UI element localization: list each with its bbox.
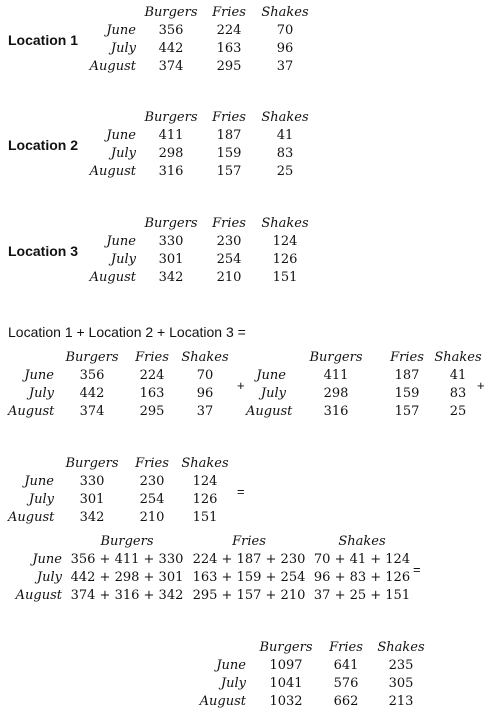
header-fries: Fries — [212, 216, 246, 231]
row-august: August — [246, 404, 293, 419]
cell: 187 — [394, 368, 420, 383]
cell: 442 + 298 + 301 — [70, 570, 184, 585]
cell: 37 — [196, 404, 214, 419]
plus-sign: + — [477, 378, 485, 393]
cell: 70 — [196, 368, 214, 383]
row-august: August — [15, 588, 62, 603]
header-shakes: Shakes — [181, 456, 229, 471]
cell: 163 — [139, 386, 165, 401]
location-2-table — [86, 110, 314, 182]
header-burgers: Burgers — [259, 640, 313, 655]
cell: 25 — [276, 164, 294, 179]
cell: 163 + 159 + 254 — [192, 570, 306, 585]
cell: 305 — [388, 676, 414, 691]
row-august: August — [89, 270, 136, 285]
cell: 235 — [388, 658, 414, 673]
cell: 230 — [216, 234, 242, 249]
cell: 126 — [192, 492, 218, 507]
cell: 210 — [216, 270, 242, 285]
cell: 37 — [276, 59, 294, 74]
cell: 41 — [449, 368, 467, 383]
header-burgers: Burgers — [65, 456, 119, 471]
cell: 330 — [158, 234, 184, 249]
cell: 187 — [216, 128, 242, 143]
cell: 126 — [272, 252, 298, 267]
row-june: June — [216, 658, 246, 673]
cell: 224 + 187 + 230 — [192, 552, 306, 567]
cell: 96 — [276, 41, 294, 56]
cell: 1041 — [269, 676, 303, 691]
row-july: July — [110, 146, 136, 161]
header-shakes: Shakes — [434, 350, 482, 365]
cell: 96 — [196, 386, 214, 401]
header-fries: Fries — [232, 534, 266, 549]
header-burgers: Burgers — [100, 534, 154, 549]
cell: 83 — [276, 146, 294, 161]
equals-sign: = — [237, 484, 245, 499]
cell: 254 — [139, 492, 165, 507]
row-august: August — [89, 164, 136, 179]
cell: 442 — [79, 386, 105, 401]
header-burgers: Burgers — [144, 110, 198, 125]
row-august: August — [89, 59, 136, 74]
cell: 230 — [139, 474, 165, 489]
row-june: June — [106, 128, 136, 143]
cell: 157 — [394, 404, 420, 419]
cell: 295 + 157 + 210 — [192, 588, 306, 603]
row-august: August — [199, 694, 246, 709]
plus-sign: + — [237, 378, 245, 393]
expanded-matrix — [8, 534, 414, 606]
row-june: June — [106, 234, 136, 249]
header-fries: Fries — [212, 110, 246, 125]
sum-matrix-1 — [8, 350, 232, 422]
cell: 342 — [158, 270, 184, 285]
row-june: June — [32, 552, 62, 567]
location-3-table — [86, 216, 314, 288]
cell: 411 — [158, 128, 184, 143]
cell: 374 — [158, 59, 184, 74]
cell: 298 — [323, 386, 349, 401]
row-july: July — [110, 252, 136, 267]
header-fries: Fries — [135, 350, 169, 365]
cell: 70 + 41 + 124 — [313, 552, 411, 567]
cell: 224 — [216, 23, 242, 38]
row-july: July — [36, 570, 62, 585]
cell: 159 — [394, 386, 420, 401]
row-august: August — [8, 404, 55, 419]
cell: 224 — [139, 368, 165, 383]
cell: 342 — [79, 510, 105, 525]
header-burgers: Burgers — [65, 350, 119, 365]
cell: 70 — [276, 23, 294, 38]
sum-equation: Location 1 + Location 2 + Location 3 = — [8, 324, 246, 340]
header-fries: Fries — [212, 5, 246, 20]
cell: 41 — [276, 128, 294, 143]
header-shakes: Shakes — [261, 5, 309, 20]
row-july: July — [220, 676, 246, 691]
location-2-label: Location 2 — [8, 137, 79, 153]
header-burgers: Burgers — [309, 350, 363, 365]
row-august: August — [8, 510, 55, 525]
row-july: July — [110, 41, 136, 56]
cell: 151 — [192, 510, 218, 525]
cell: 157 — [216, 164, 242, 179]
cell: 163 — [216, 41, 242, 56]
row-june: June — [24, 474, 54, 489]
cell: 1097 — [269, 658, 303, 673]
cell: 83 — [449, 386, 467, 401]
header-shakes: Shakes — [338, 534, 386, 549]
cell: 411 — [323, 368, 349, 383]
cell: 254 — [216, 252, 242, 267]
equals-sign: = — [413, 562, 421, 577]
cell: 151 — [272, 270, 298, 285]
header-fries: Fries — [390, 350, 424, 365]
cell: 374 — [79, 404, 105, 419]
cell: 295 — [216, 59, 242, 74]
header-burgers: Burgers — [144, 216, 198, 231]
cell: 213 — [388, 694, 414, 709]
cell: 356 + 411 + 330 — [70, 552, 184, 567]
location-3-label: Location 3 — [8, 243, 79, 259]
sum-matrix-2 — [246, 350, 484, 422]
cell: 25 — [449, 404, 467, 419]
cell: 356 — [158, 23, 184, 38]
location-1-table — [86, 5, 314, 77]
cell: 356 — [79, 368, 105, 383]
header-shakes: Shakes — [377, 640, 425, 655]
cell: 301 — [158, 252, 184, 267]
cell: 641 — [333, 658, 359, 673]
result-matrix — [196, 640, 432, 712]
row-july: July — [260, 386, 286, 401]
header-burgers: Burgers — [144, 5, 198, 20]
cell: 442 — [158, 41, 184, 56]
row-june: June — [24, 368, 54, 383]
cell: 124 — [272, 234, 298, 249]
cell: 124 — [192, 474, 218, 489]
cell: 298 — [158, 146, 184, 161]
cell: 662 — [333, 694, 359, 709]
cell: 374 + 316 + 342 — [70, 588, 184, 603]
header-shakes: Shakes — [261, 216, 309, 231]
cell: 37 + 25 + 151 — [313, 588, 411, 603]
cell: 330 — [79, 474, 105, 489]
header-fries: Fries — [329, 640, 363, 655]
row-july: July — [28, 386, 54, 401]
cell: 1032 — [269, 694, 303, 709]
row-july: July — [28, 492, 54, 507]
cell: 316 — [158, 164, 184, 179]
sum-matrix-3 — [8, 456, 232, 528]
header-shakes: Shakes — [181, 350, 229, 365]
cell: 576 — [333, 676, 359, 691]
header-fries: Fries — [135, 456, 169, 471]
row-june: June — [256, 368, 286, 383]
cell: 295 — [139, 404, 165, 419]
cell: 301 — [79, 492, 105, 507]
cell: 210 — [139, 510, 165, 525]
location-1-label: Location 1 — [8, 32, 79, 48]
cell: 159 — [216, 146, 242, 161]
cell: 96 + 83 + 126 — [313, 570, 411, 585]
row-june: June — [106, 23, 136, 38]
header-shakes: Shakes — [261, 110, 309, 125]
cell: 316 — [323, 404, 349, 419]
